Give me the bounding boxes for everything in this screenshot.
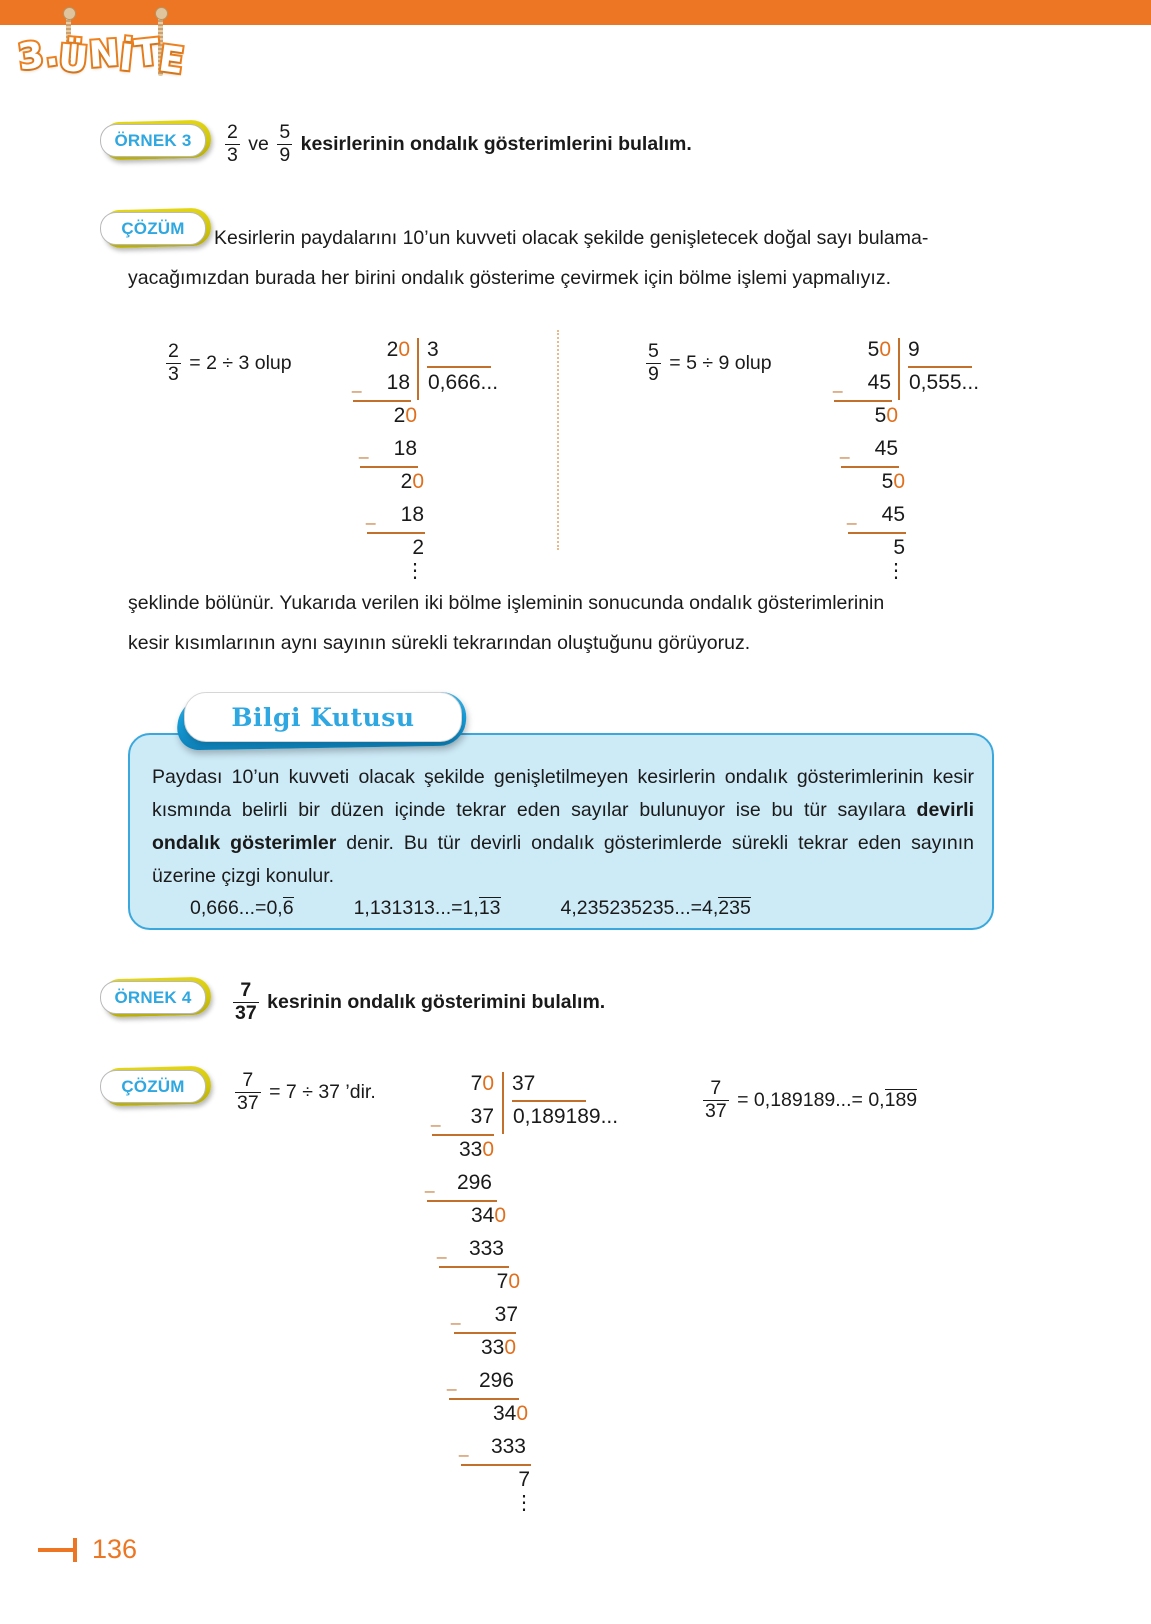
appended-zero: 0	[893, 470, 905, 493]
step-underline	[439, 1266, 509, 1268]
example-left: 0,666...=0,	[190, 897, 283, 919]
bilgi-kutusu-text	[152, 761, 974, 893]
step-underline	[427, 1200, 497, 1202]
example-4-question-text: kesrinin ondalık gösterimini bulalım.	[267, 991, 606, 1014]
repeating-decimal-example	[354, 897, 501, 920]
repeating-decimal-example	[190, 897, 294, 920]
division-step-value: 296	[478, 1369, 514, 1392]
ornek-4-label: ÖRNEK 4	[114, 987, 192, 1007]
division-step-value	[458, 1270, 520, 1294]
appended-zero: 0	[516, 1402, 528, 1425]
division-divisor: 9	[908, 338, 920, 361]
appended-zero: 0	[886, 404, 898, 427]
unit-title	[15, 31, 188, 83]
division-step-value	[454, 1336, 516, 1360]
division-step-value: 18	[400, 503, 424, 526]
division-divisor: 37	[512, 1072, 536, 1095]
step-underline	[367, 532, 425, 534]
appended-zero: 0	[879, 338, 891, 361]
step-digits: 34	[470, 1204, 495, 1227]
bilgi-kutusu-box	[128, 733, 994, 930]
solution-3-paragraph-line-1: Kesirlerin paydalarını 10’un kuvveti olacak şekilde genişletecek doğal sayı bulama-	[214, 227, 929, 249]
fraction-numerator: 5	[279, 121, 291, 143]
string-knob-icon	[155, 7, 168, 20]
appended-zero: 0	[405, 404, 417, 427]
unit-letter: E	[156, 38, 188, 83]
division-step-value: 333	[490, 1435, 526, 1458]
division-step-value	[432, 1138, 494, 1162]
step-underline	[449, 1398, 519, 1400]
division-vertical-bar	[502, 1072, 504, 1134]
fraction-denominator: 37	[235, 1001, 257, 1024]
division-step-value	[850, 470, 905, 494]
unit-letter: Ü	[56, 37, 91, 82]
step-underline	[432, 1134, 494, 1136]
step-underline	[848, 532, 906, 534]
result-prefix: 0,	[868, 1089, 885, 1112]
minus-sign: _	[840, 440, 850, 459]
footer-rule	[38, 1548, 76, 1552]
fraction-7-37	[703, 1079, 729, 1121]
division-divisor: 3	[427, 338, 439, 361]
string-knob-icon	[63, 7, 76, 20]
info-text-part-1: Paydası 10’un kuvveti olacak şekilde genişletilmeyen kesirlerin ondalık gösterimlerinin kesir kısmında belirli bir düzen içinde tekrar eden sayılar bulunuyor ise bu tür sayılara	[152, 766, 974, 821]
minus-sign: _	[431, 1108, 441, 1127]
divisor-underline	[512, 1100, 586, 1102]
fraction-denominator: 9	[279, 143, 291, 166]
step-digits: 33	[480, 1336, 505, 1359]
division-step-value	[362, 404, 417, 428]
step-digits: 7	[496, 1270, 509, 1293]
step-digits: 2	[400, 470, 413, 493]
fraction-denominator: 37	[237, 1091, 259, 1114]
step-underline	[360, 466, 418, 468]
dividend-digits: 5	[867, 338, 880, 361]
fraction-numerator: 2	[227, 121, 238, 143]
division-step-value	[444, 1204, 506, 1228]
page-number: 136	[92, 1534, 138, 1564]
minus-sign: _	[459, 1438, 469, 1457]
dividend-digits: 2	[386, 338, 399, 361]
step-digits: 5	[881, 470, 894, 493]
fraction-numerator: 2	[168, 340, 179, 362]
fraction-numerator: 7	[710, 1077, 722, 1099]
left-division-lead-text: = 2 ÷ 3 olup	[189, 352, 292, 375]
ornek-3-label: ÖRNEK 3	[114, 130, 192, 150]
division-step-value: 18	[393, 437, 417, 460]
fraction-7-37	[233, 981, 259, 1023]
badge-face	[100, 124, 206, 157]
fraction-denominator: 9	[648, 362, 659, 385]
division-vertical-bar	[898, 338, 900, 400]
fraction-5-9	[277, 123, 292, 165]
fraction-denominator: 37	[705, 1099, 727, 1122]
step-digits: 2	[393, 404, 406, 427]
fraction-2-3	[166, 342, 181, 384]
solution-3-paragraph-line-2: yacağımızdan burada her birini ondalık gösterime çevirmek için bölme işlemi yapmalıyız.	[128, 267, 891, 289]
unit-letter: N	[87, 32, 122, 77]
unit-letter: T	[132, 31, 163, 76]
division-step-value	[466, 1402, 528, 1426]
info-text-bold-term: devirli ondalık gösterimler	[152, 799, 974, 854]
minus-sign: _	[359, 440, 369, 459]
minus-sign: _	[366, 506, 376, 525]
badge-face	[100, 981, 206, 1014]
cozum-4-badge	[100, 1066, 210, 1106]
division-remainder: 5	[893, 536, 905, 559]
bilgi-kutusu-examples	[190, 897, 980, 920]
example-left: 4,235235235...=4,	[560, 897, 719, 919]
appended-zero: 0	[482, 1138, 494, 1161]
appended-zero: 0	[482, 1072, 494, 1095]
cozum-4-label: ÇÖZÜM	[121, 1076, 185, 1096]
solution-4-lead-text: = 7 ÷ 37 ’dir.	[269, 1081, 376, 1104]
division-step-value	[369, 470, 424, 494]
fraction-7-37	[235, 1071, 261, 1113]
division-dividend	[355, 338, 410, 362]
bilgi-kutusu-title: Bilgi Kutusu	[231, 702, 415, 732]
dividend-digits: 7	[470, 1072, 483, 1095]
division-dividend	[836, 338, 891, 362]
long-division-2-by-3	[352, 338, 555, 582]
appended-zero: 0	[494, 1204, 506, 1227]
ornek-4-badge	[100, 977, 214, 1017]
step-digits: 5	[874, 404, 887, 427]
division-step-value: 45	[874, 437, 898, 460]
continuation-ellipsis: ⋮	[514, 1492, 534, 1514]
example-4-prompt	[230, 979, 1030, 1024]
overline-digits: 6	[282, 897, 294, 919]
fraction-numerator: 7	[240, 979, 252, 1001]
overline-digits: 235	[718, 897, 751, 919]
step-underline	[454, 1332, 516, 1334]
division-remainder: 7	[518, 1468, 530, 1491]
minus-sign: _	[425, 1174, 435, 1193]
info-text-part-2: denir. Bu tür devirli ondalık gösterimlerde sürekli tekrar eden sayının üzerine çizgi konulur.	[152, 832, 974, 887]
appended-zero: 0	[504, 1336, 516, 1359]
bilgi-kutusu-ribbon	[178, 692, 470, 750]
solution-4-result	[700, 1077, 918, 1122]
minus-sign: _	[847, 506, 857, 525]
fraction-denominator: 3	[168, 362, 179, 385]
step-digits: 34	[492, 1402, 517, 1425]
appended-zero: 0	[398, 338, 410, 361]
fraction-numerator: 7	[242, 1069, 254, 1091]
footer-tick	[73, 1538, 77, 1562]
unit-letter: 3.	[15, 32, 62, 79]
example-left: 1,131313...=1,	[353, 897, 479, 919]
unit-badge	[15, 8, 198, 93]
result-value	[868, 1089, 917, 1111]
example-3-prompt	[222, 121, 1042, 166]
cozum-3-badge	[100, 208, 210, 248]
right-division-lead-text: = 5 ÷ 9 olup	[669, 352, 772, 375]
ribbon-face	[184, 692, 462, 742]
division-step-value: 37	[494, 1303, 518, 1326]
division-step-value: 45	[881, 503, 905, 526]
division-step-value: 37	[470, 1105, 494, 1128]
long-division-5-by-9	[833, 338, 1036, 582]
example-3-question-text: kesirlerinin ondalık gösterimlerini bulalım.	[300, 133, 692, 156]
overline-digits: 189	[884, 1089, 918, 1112]
after-paragraph-line-2: kesir kısımlarının aynı sayının sürekli tekrarından oluştuğunu görüyoruz.	[128, 632, 751, 654]
step-underline	[353, 400, 411, 402]
fraction-2-3	[225, 123, 240, 165]
solution-4-lead	[232, 1069, 376, 1114]
division-dividend	[432, 1072, 494, 1096]
division-step-value: 333	[468, 1237, 504, 1260]
continuation-ellipsis: ⋮	[405, 560, 425, 582]
divisor-underline	[908, 366, 972, 368]
fraction-5-9	[646, 342, 661, 384]
overline-digits: 13	[478, 897, 501, 919]
fraction-denominator: 3	[227, 143, 238, 166]
divisor-underline	[427, 366, 491, 368]
step-underline	[841, 466, 899, 468]
long-division-7-by-37	[425, 1072, 692, 1514]
cozum-3-label: ÇÖZÜM	[121, 218, 185, 238]
minus-sign: _	[833, 374, 843, 393]
step-underline	[461, 1464, 531, 1466]
column-separator	[557, 330, 559, 550]
minus-sign: _	[447, 1372, 457, 1391]
unit-letter: İ	[117, 37, 137, 80]
appended-zero: 0	[412, 470, 424, 493]
division-step-value: 18	[386, 371, 410, 394]
after-paragraph-line-1: şeklinde bölünür. Yukarıda verilen iki bölme işleminin sonucunda ondalık gösterimlerinin	[128, 592, 885, 614]
division-step-value	[843, 404, 898, 428]
badge-face	[100, 1070, 206, 1103]
badge-face	[100, 212, 206, 245]
division-vertical-bar	[417, 338, 419, 400]
division-step-value: 45	[867, 371, 891, 394]
minus-sign: _	[451, 1306, 461, 1325]
division-remainder: 2	[412, 536, 424, 559]
step-underline	[834, 400, 892, 402]
ornek-3-badge	[100, 120, 214, 160]
minus-sign: _	[352, 374, 362, 393]
division-quotient: 0,666...	[428, 371, 499, 394]
continuation-ellipsis: ⋮	[886, 560, 906, 582]
right-division-lead	[643, 340, 772, 385]
appended-zero: 0	[508, 1270, 520, 1293]
repeating-decimal-example	[561, 897, 751, 920]
step-digits: 33	[458, 1138, 483, 1161]
fraction-numerator: 5	[648, 340, 659, 362]
joiner-text: ve	[248, 133, 269, 156]
division-step-value: 296	[456, 1171, 492, 1194]
left-division-lead	[163, 340, 292, 385]
division-quotient: 0,555...	[909, 371, 980, 394]
minus-sign: _	[437, 1240, 447, 1259]
division-quotient: 0,189189...	[513, 1105, 619, 1128]
result-equals-text: = 0,189189...=	[737, 1089, 863, 1112]
